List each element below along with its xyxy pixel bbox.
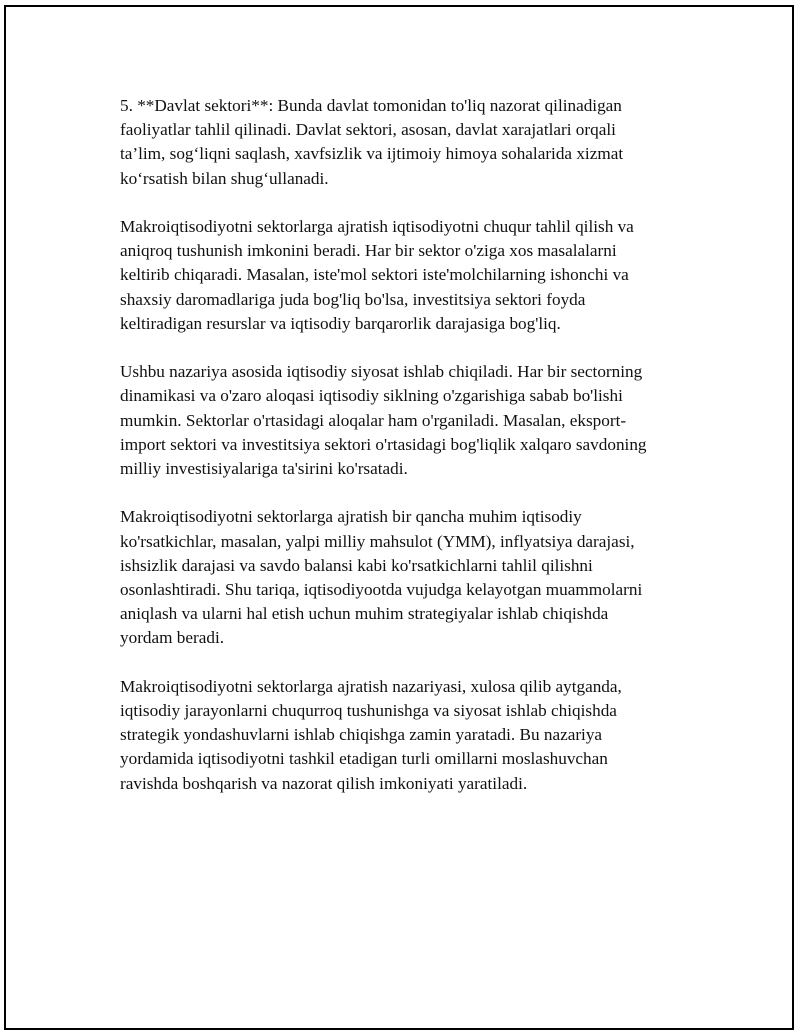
text-line: yordam beradi. xyxy=(120,628,225,648)
text-line: osonlashtiradi. Shu tariqa, iqtisodiyootda vujudga kelayotgan muammolarni xyxy=(120,580,643,600)
paragraph-sektorlarga-ajratish xyxy=(120,215,692,336)
text-line: aniqlash va ularni hal etish uchun muhim strategiyalar ishlab chiqishda xyxy=(120,604,609,624)
text-line: mumkin. Sektorlar o'rtasidagi aloqalar ham o'rganiladi. Masalan, eksport- xyxy=(120,410,627,430)
text-line: strategik yondashuvlarni ishlab chiqishga zamin yaratadi. Bu nazariya xyxy=(120,725,603,745)
text-line: keltiradigan resurslar va iqtisodiy barqarorlik darajasiga bog'liq. xyxy=(120,313,561,333)
document-body xyxy=(120,94,692,820)
text-line: ko‘rsatish bilan shug‘ullanadi. xyxy=(120,168,329,188)
text-line: milliy investisiyalariga ta'sirini ko'rsatadi. xyxy=(120,459,408,479)
text-line: iqtisodiy jarayonlarni chuqurroq tushunishga va siyosat ishlab chiqishda xyxy=(120,701,617,721)
text-line: Makroiqtisodiyotni sektorlarga ajratish nazariyasi, xulosa qilib aytganda, xyxy=(120,676,622,696)
text-line: aniqroq tushunish imkonini beradi. Har bir sektor o'ziga xos masalalarni xyxy=(120,241,617,261)
text-line: shaxsiy daromadlariga juda bog'liq bo'lsa, investitsiya sektori foyda xyxy=(120,289,586,309)
paragraph-korsatkichlar xyxy=(120,505,692,650)
paragraph-xulosa xyxy=(120,675,692,796)
text-line: dinamikasi va o'zaro aloqasi iqtisodiy siklning o'zgarishiga sabab bo'lishi xyxy=(120,386,623,406)
text-line: Makroiqtisodiyotni sektorlarga ajratish bir qancha muhim iqtisodiy xyxy=(120,507,582,527)
paragraph-davlat-sektori xyxy=(120,94,692,191)
text-line: Makroiqtisodiyotni sektorlarga ajratish iqtisodiyotni chuqur tahlil qilish va xyxy=(120,217,634,236)
text-line: ta’lim, sog‘liqni saqlash, xavfsizlik va ijtimoiy himoya sohalarida xizmat xyxy=(120,144,624,164)
text-line: yordamida iqtisodiyotni tashkil etadigan turli omillarni moslashuvchan xyxy=(120,749,608,769)
paragraph-iqtisodiy-siyosat xyxy=(120,360,692,481)
text-line: Ushbu nazariya asosida iqtisodiy siyosat ishlab chiqiladi. Har bir sectorning xyxy=(120,362,643,382)
text-line: ravishda boshqarish va nazorat qilish imkoniyati yaratiladi. xyxy=(120,773,528,793)
text-line: ishsizlik darajasi va savdo balansi kabi ko'rsatkichlarni tahlil qilishni xyxy=(120,555,593,575)
text-line: ko'rsatkichlar, masalan, yalpi milliy mahsulot (YMM), inflyatsiya darajasi, xyxy=(120,531,635,551)
document-page xyxy=(4,5,794,1030)
text-line: import sektori va investitsiya sektori o'rtasidagi bog'liqlik xalqaro savdoning xyxy=(120,434,647,454)
text-line: faoliyatlar tahlil qilinadi. Davlat sektori, asosan, davlat xarajatlari orqali xyxy=(120,120,616,140)
text-line: 5. **Davlat sektori**: Bunda davlat tomonidan to'liq nazorat qilinadigan xyxy=(120,96,622,115)
text-line: keltirib chiqaradi. Masalan, iste'mol sektori iste'molchilarning ishonchi va xyxy=(120,265,629,285)
